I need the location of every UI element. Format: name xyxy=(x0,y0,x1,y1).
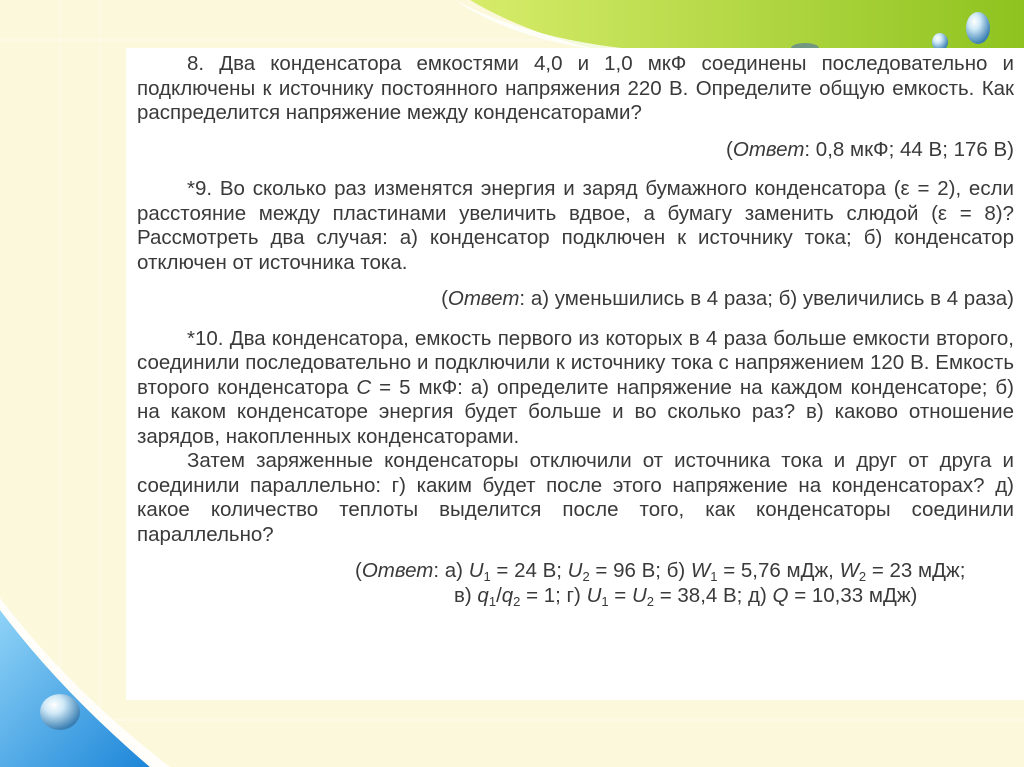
water-drop-icon xyxy=(966,12,990,44)
answer-label: Ответ xyxy=(732,137,805,161)
answer-line-1: (Ответ: а) $U_1 = 24$ В; $U_2 = 96$ В; б) $W_1 = 5,76$ мДж, $W_2 = 23$ мДж; xyxy=(355,559,966,584)
answer-line-2: в) $q_1/q_2 = 1$; г) $U_1 = U_2 = 38,4$ В; д) Q = 10,33 мДж) xyxy=(454,583,918,609)
problem-9-answer: (Ответ: а) уменьшились в 4 раза; б) увеличились в 4 раза) xyxy=(441,287,1014,310)
problem-9-text: *9. Во сколько раз изменятся энергия и заряд бумажного конденсатора (ε = 2), если расстояние между пластинами увеличить вдвое, а бумагу заменить слюдой (ε = 8)? Рассмотреть два случая: а) конденсатор подключен к источнику тока; б) конденсатор отключен от источника тока. xyxy=(137,177,1014,274)
problem-10-continuation: Затем заряженные конденсаторы отключили от источника тока и друг от друга и соединили параллельно: г) каким будет после этого напряжение на конденсаторах? д) какое количество теплоты выделится после того, как конденсаторы соединили параллельно? xyxy=(137,449,1014,546)
answer-label: Ответ xyxy=(447,287,520,310)
problem-8-text: 8. Два конденсатора емкостями 4,0 и 1,0 мкФ соединены последовательно и подключены к источнику постоянного напряжения 220 В. Определите общую емкость. Как распределится напряжение между конденсаторами? xyxy=(137,52,1014,124)
problem-10-answer xyxy=(137,559,1014,608)
problem-10-text: *10. Два конденсатора, емкость первого из которых в 4 раза больше емкости второго, соединили последовательно и подключили к источнику тока с напряжением 120 В. Емкость второго конденсатора C = 5 мкФ: а) определите напряжение на каждом конденсаторе; б) на каком конденсаторе энергия будет больше и во сколько раз? в) каково отношение зарядов, накопленных конденсаторами. xyxy=(137,326,1014,448)
problem-8-answer: (Ответ: 0,8 мкФ; 44 В; 176 В) xyxy=(726,137,1014,161)
answer-text: : а) уменьшились в 4 раза; б) увеличились в 4 раза) xyxy=(519,287,1014,310)
water-drop-icon xyxy=(40,694,80,730)
answer-text: : 0,8 мкФ; 44 В; 176 В) xyxy=(804,137,1014,161)
document-page xyxy=(126,48,1024,700)
var-c: C xyxy=(356,375,372,399)
